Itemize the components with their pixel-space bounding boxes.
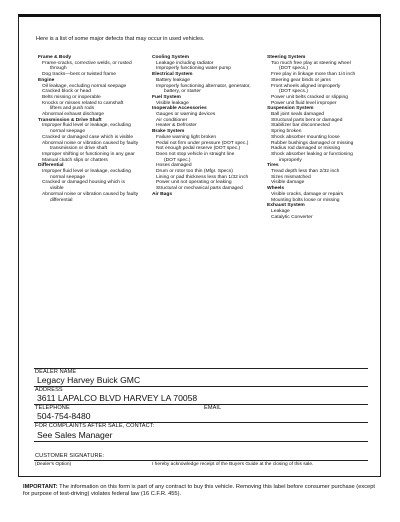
defect-item: Visible leakage bbox=[156, 100, 189, 106]
defect-item: Abnormal noise or vibration caused by faulty bbox=[42, 191, 139, 197]
telephone-value[interactable]: 504-754-8480 bbox=[37, 411, 91, 421]
defect-section-title: Electrical System bbox=[152, 72, 193, 78]
defect-item: Visible cracks, damage or repairs bbox=[271, 191, 344, 197]
defect-item: Improperly functioning water pump bbox=[156, 66, 232, 72]
defect-item: Tread depth less than 2/32 inch bbox=[271, 169, 340, 175]
intro-text: Here is a list of some major defects that may occur in used vehicles. bbox=[36, 36, 205, 42]
defect-item: Heater & Defroster bbox=[156, 123, 197, 129]
defect-item: Failure warning light broken bbox=[156, 134, 217, 140]
defect-section-title: Steering System bbox=[267, 55, 306, 60]
complaints-rule bbox=[34, 441, 368, 442]
defect-item: normal seepage bbox=[50, 129, 86, 135]
defect-section-title: Brake System bbox=[152, 129, 185, 135]
important-text: The information on this form is part of any contract to buy this vehicle. Removing this label before consumer purchase (except for purpose of test-driving) violates federal law (16 C.F.R. 455). bbox=[23, 484, 375, 497]
defect-item: Improper fluid level or leakage, excluding bbox=[42, 123, 131, 129]
defect-section-title: Differential bbox=[38, 163, 64, 169]
defect-item: Gauges or warning devices bbox=[156, 112, 216, 118]
address-value[interactable]: 3611 LAPALCO BLVD HARVEY LA 70058 bbox=[37, 393, 198, 403]
defect-item: Dog tracks—bent or twisted frame bbox=[42, 72, 116, 78]
defect-item: Ball joint seals damaged bbox=[271, 112, 325, 118]
defect-item: Improper shifting or functioning in any gear bbox=[42, 151, 135, 157]
defect-item: Improper fluid level or leakage, excluding bbox=[42, 169, 131, 175]
defect-item: Power unit fluid level improper bbox=[271, 100, 337, 106]
defect-section-title: Exhaust System bbox=[267, 203, 305, 209]
defect-item: Belts missing or inoperable bbox=[42, 94, 101, 100]
complaints-value[interactable]: See Sales Manager bbox=[37, 430, 113, 440]
defect-item: Too much free play at steering wheel bbox=[271, 60, 351, 66]
acknowledge-text: I hereby acknowledge receipt of the Buyers Guide at the closing of this sale. bbox=[152, 462, 314, 467]
defect-section-title: Wheels bbox=[267, 186, 285, 192]
defect-section-title: Fuel System bbox=[152, 94, 181, 100]
defect-item: (DOT spec.) bbox=[164, 157, 191, 163]
defect-item: Sizes mismatched bbox=[271, 174, 311, 180]
defect-item: Hoses damaged bbox=[156, 163, 192, 169]
defect-item: through bbox=[50, 66, 67, 72]
defect-item: Rubber bushings damaged or missing bbox=[271, 140, 354, 146]
dealer-name-rule bbox=[34, 386, 368, 387]
defect-item: Power unit not operating or leaking bbox=[156, 180, 232, 186]
defect-item: (DOT specs.) bbox=[279, 66, 308, 72]
defect-item: Drum or rotor too thin (Mfgr. Specs) bbox=[156, 169, 233, 175]
defect-item: Improperly functioning alternator, generator, bbox=[156, 83, 251, 89]
defect-item: differential bbox=[50, 197, 73, 203]
defect-item: Front wheels aligned improperly bbox=[271, 83, 341, 89]
defect-item: Oil leakage, excluding normal seepage bbox=[42, 83, 127, 89]
defect-item: Visible damage bbox=[271, 180, 305, 186]
signature-rule[interactable] bbox=[34, 460, 368, 461]
defect-item: Catalytic Converter bbox=[271, 214, 313, 220]
defect-item: Not enough pedal reserve (DOT spec.) bbox=[156, 146, 241, 152]
defect-item: Abnormal noise or vibration caused by faulty bbox=[42, 140, 139, 146]
defect-item: Knocks or misses related to camshaft bbox=[42, 100, 124, 106]
defect-item: Does not stop vehicle in straight line bbox=[156, 151, 235, 157]
defects-column-1 bbox=[38, 55, 148, 203]
defect-item: Shock absorber mounting loose bbox=[271, 134, 340, 140]
defect-section-title: Tires bbox=[267, 163, 279, 169]
defect-item: Pedal not firm under pressure (DOT spec.) bbox=[156, 140, 249, 146]
defect-item: (DOT specs.) bbox=[279, 89, 308, 95]
defect-item: Abnormal exhaust discharge bbox=[42, 112, 104, 118]
defect-section-title: Air Bags bbox=[152, 191, 173, 197]
defect-item: Radius rod damaged or missing bbox=[271, 146, 341, 152]
defect-item: Power unit belts cracked or slipping bbox=[271, 94, 348, 100]
defect-item: transmission or drive shaft bbox=[50, 146, 108, 152]
defect-item: improperly bbox=[279, 157, 302, 163]
defect-item: Cracked or damaged housing which is bbox=[42, 180, 125, 186]
defect-item: Structural or mechanical parts damaged bbox=[156, 186, 243, 192]
defect-item: visible bbox=[50, 186, 64, 192]
defect-item: Free play in linkage more than 1/4 inch bbox=[271, 72, 356, 78]
email-label: EMAIL bbox=[204, 405, 222, 411]
defect-item: Manual clutch slips or chatters bbox=[42, 157, 108, 163]
defect-item: Leakage bbox=[271, 208, 290, 214]
defect-item: normal seepage bbox=[50, 174, 86, 180]
address-label: ADDRESS bbox=[35, 387, 63, 393]
defect-item: battery, or starter bbox=[164, 89, 201, 95]
defect-item: Leakage including radiator bbox=[156, 60, 214, 66]
defect-item: Battery leakage bbox=[156, 77, 190, 83]
defect-item: Lining or pad thickness less than 1/32 inch bbox=[156, 174, 249, 180]
defect-item: Steering gear binds or jams bbox=[271, 77, 331, 83]
complaints-label: FOR COMPLAINTS AFTER SALE, CONTACT: bbox=[35, 423, 155, 429]
defect-section-title: Cooling System bbox=[152, 55, 189, 60]
defects-column-3 bbox=[267, 55, 379, 220]
defect-item: Spring broken bbox=[271, 129, 302, 135]
dealer-option-note: (Dealer's Option) bbox=[35, 462, 72, 467]
important-label: IMPORTANT: bbox=[23, 484, 58, 490]
defect-section-title: Engine bbox=[38, 77, 55, 83]
defect-item: Shock absorber leaking or functioning bbox=[271, 151, 353, 157]
defect-section-title: Transmission & Drive Shaft bbox=[38, 117, 102, 123]
defect-item: Frame-cracks, corrective welds, or rusted bbox=[42, 60, 132, 66]
defect-item: Stabilizer bar disconnected bbox=[271, 123, 330, 129]
address-rule bbox=[34, 404, 368, 405]
telephone-label: TELEPHONE bbox=[35, 405, 70, 411]
defect-item: Cracked block or head bbox=[42, 89, 91, 95]
dealer-name-value[interactable]: Legacy Harvey Buick GMC bbox=[37, 375, 141, 385]
signature-label: CUSTOMER SIGNATURE: bbox=[35, 453, 105, 459]
defect-section-title: Inoperable Accessories bbox=[152, 106, 207, 112]
defect-section-title: Frame & Body bbox=[38, 55, 72, 60]
dealer-name-label: DEALER NAME bbox=[35, 369, 77, 375]
important-notice bbox=[23, 484, 381, 498]
defect-section-title: Suspension System bbox=[267, 106, 314, 112]
defect-item: lifters and push rods bbox=[50, 106, 95, 112]
defects-column-2 bbox=[152, 55, 264, 198]
form-top-rule bbox=[34, 368, 368, 369]
defect-item: Structural parts bent or damaged bbox=[271, 117, 343, 123]
defect-item: Air conditioner bbox=[156, 117, 188, 123]
defect-item: Cracked or damaged case which is visible bbox=[42, 134, 134, 140]
defect-item: Mounting bolts loose or missing bbox=[271, 197, 340, 203]
